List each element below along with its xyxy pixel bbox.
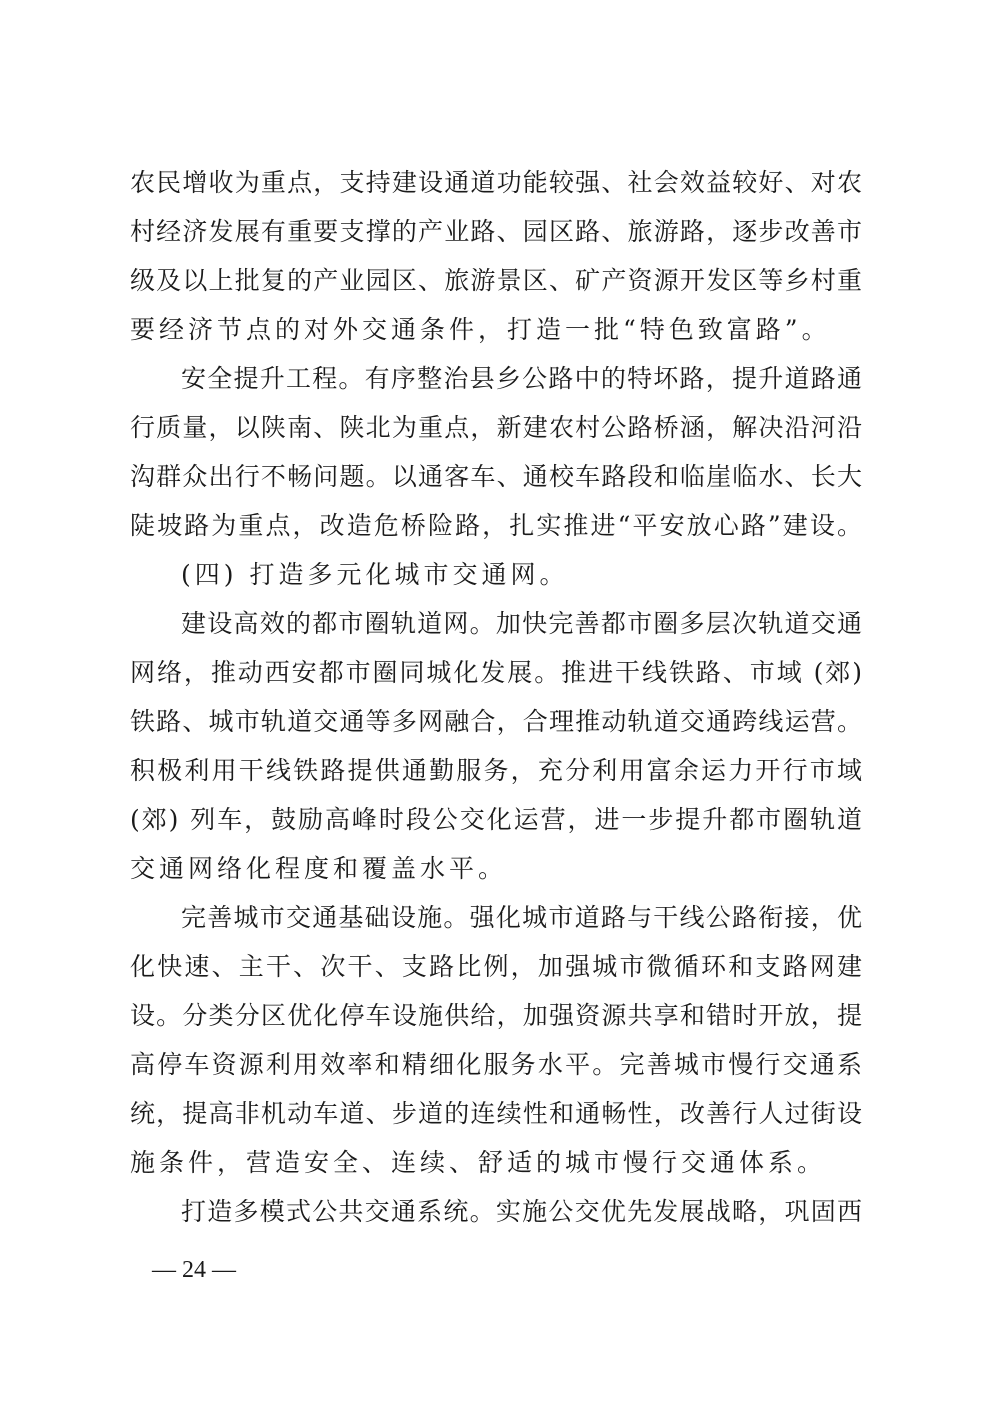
line-text: 高停车资源利用效率和精细化服务水平。完善城市慢行交通系	[130, 1050, 865, 1079]
text-line	[0, 996, 992, 1036]
text-line	[0, 1192, 992, 1232]
page-number: — 24 —	[152, 1257, 236, 1283]
line-text: 化快速、主干、次干、支路比例，加强城市微循环和支路网建	[130, 952, 865, 981]
line-text: 陡坡路为重点，改造危桥险路，扎实推进“平安放心路”建设。	[130, 511, 865, 540]
text-line	[0, 604, 992, 644]
text-line	[0, 1045, 992, 1085]
text-line	[0, 506, 992, 546]
line-text: 行质量，以陕南、陕北为重点，新建农村公路桥涵，解决沿河沿	[130, 413, 864, 442]
text-line	[0, 702, 992, 742]
section-heading	[0, 555, 992, 595]
text-line	[0, 849, 992, 889]
text-line	[0, 1143, 992, 1183]
line-text: 安全提升工程。有序整治县乡公路中的特坏路，提升道路通	[181, 364, 864, 393]
text-line	[0, 1094, 992, 1134]
line-text: 要经济节点的对外交通条件，打造一批“特色致富路”。	[130, 315, 831, 344]
line-text: 农民增收为重点，支持建设通道功能较强、社会效益较好、对农	[130, 168, 864, 197]
line-text: 级及以上批复的产业园区、旅游景区、矿产资源开发区等乡村重	[130, 266, 864, 295]
text-line	[0, 457, 992, 497]
text-line	[0, 947, 992, 987]
text-line	[0, 898, 992, 938]
line-text: 打造多模式公共交通系统。实施公交优先发展战略，巩固西	[181, 1197, 864, 1226]
line-text: 设。分类分区优化停车设施供给，加强资源共享和错时开放，提	[130, 1001, 864, 1030]
text-line	[0, 163, 992, 203]
line-text: 积极利用干线铁路提供通勤服务，充分利用富余运力开行市域	[130, 756, 865, 785]
line-text: 网络，推动西安都市圈同城化发展。推进干线铁路、市域 (郊)	[130, 658, 864, 687]
text-line	[0, 751, 992, 791]
line-text: 建设高效的都市圈轨道网。加快完善都市圈多层次轨道交通	[181, 609, 864, 638]
line-text: 铁路、城市轨道交通等多网融合，合理推动轨道交通跨线运营。	[130, 707, 864, 736]
text-line	[0, 359, 992, 399]
line-text: (郊) 列车，鼓励高峰时段公交化运营，进一步提升都市圈轨道	[130, 805, 864, 834]
line-text: 村经济发展有重要支撑的产业路、园区路、旅游路，逐步改善市	[130, 217, 864, 246]
text-line	[0, 800, 992, 840]
text-line	[0, 212, 992, 252]
text-line	[0, 653, 992, 693]
text-line	[0, 310, 992, 350]
line-text: 统，提高非机动车道、步道的连续性和通畅性，改善行人过街设	[130, 1099, 864, 1128]
heading-text: (四) 打造多元化城市交通网。	[181, 560, 569, 589]
line-text: 施条件，营造安全、连续、舒适的城市慢行交通体系。	[130, 1148, 827, 1177]
text-line	[0, 261, 992, 301]
line-text: 沟群众出行不畅问题。以通客车、通校车路段和临崖临水、长大	[130, 462, 864, 491]
line-text: 完善城市交通基础设施。强化城市道路与干线公路衔接，优	[181, 903, 864, 932]
line-text: 交通网络化程度和覆盖水平。	[130, 854, 508, 883]
text-line	[0, 408, 992, 448]
